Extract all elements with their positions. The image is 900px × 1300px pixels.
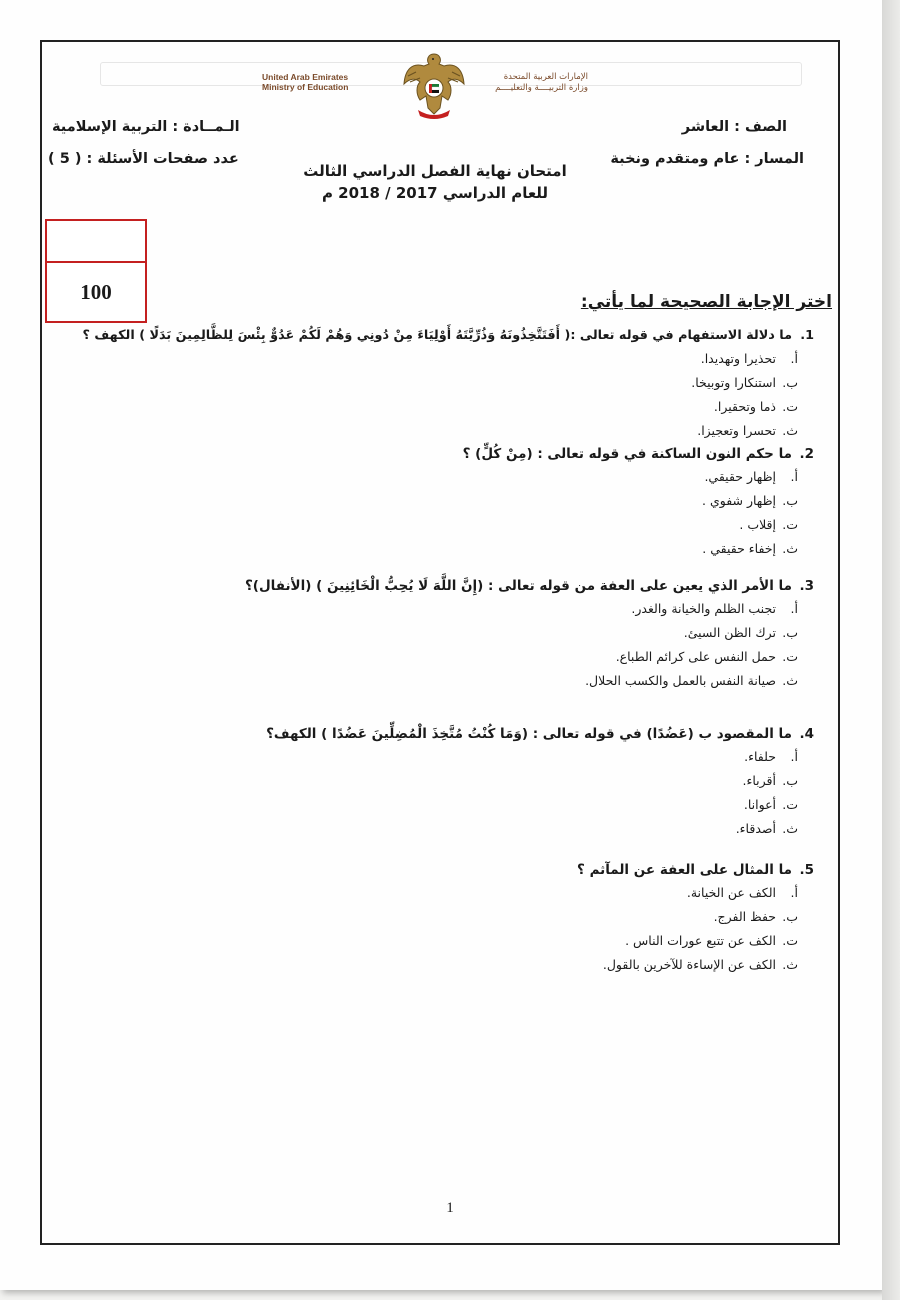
option-text: تجنب الظلم والخيانة والغدر.	[631, 601, 776, 616]
option-text: أصدقاء.	[735, 821, 776, 836]
option[interactable]	[74, 745, 798, 769]
question-3-options	[74, 597, 814, 693]
score-total: 100	[80, 280, 112, 304]
ministry-arabic	[488, 72, 588, 94]
option-mark: ت.	[782, 933, 798, 948]
question-4-text	[74, 723, 814, 745]
option[interactable]	[74, 769, 798, 793]
uae-emblem-icon	[402, 50, 466, 120]
option[interactable]	[74, 645, 798, 669]
option-mark: أ.	[790, 469, 798, 484]
question-2	[74, 443, 814, 561]
next-page-edge	[882, 0, 900, 1300]
option[interactable]	[74, 347, 798, 371]
question-5-text	[74, 859, 814, 881]
option-text: حمل النفس على كرائم الطباع.	[615, 649, 776, 664]
ministry-en-line2: Ministry of Education	[262, 82, 349, 92]
option-mark: ث.	[782, 541, 798, 556]
option-mark: ب.	[782, 493, 798, 508]
option-mark: أ.	[790, 601, 798, 616]
question-2-number: 2.	[799, 446, 814, 462]
option-text: حفظ الفرج.	[713, 909, 776, 924]
option[interactable]	[74, 465, 798, 489]
option-mark: ث.	[782, 423, 798, 438]
option[interactable]	[74, 881, 798, 905]
grade-label: الصف : العاشر	[681, 119, 787, 135]
question-1-stem: ما دلالة الاستفهام في قوله تعالى :( أَفَتَتَّخِذُونَهُ وَذُرِّيَّتَهُ أَوْلِيَاءَ مِنْ دُونِي وَهُمْ لَكُمْ عَدُوٌّ بِئْسَ لِلظَّالِمِينَ بَدَلًا ) الكهف ؟	[82, 328, 792, 343]
option[interactable]	[74, 817, 798, 841]
question-5	[74, 859, 814, 977]
option[interactable]	[74, 597, 798, 621]
score-obtained-box	[45, 219, 147, 263]
question-1	[74, 325, 814, 443]
question-3	[74, 575, 814, 693]
option-mark: ب.	[782, 909, 798, 924]
track-label: المسار : عام ومتقدم ونخبة	[610, 151, 804, 167]
exam-title: امتحان نهاية الفصل الدراسي الثالث	[303, 162, 567, 180]
question-5-number: 5.	[799, 862, 814, 878]
option[interactable]	[74, 953, 798, 977]
option-text: إظهار حقيقي.	[704, 469, 776, 484]
ministry-ar-line2: وزارة التربيــــة والتعليــــم	[495, 83, 588, 93]
question-4-number: 4.	[799, 726, 814, 742]
option[interactable]	[74, 669, 798, 693]
option-mark: ث.	[782, 957, 798, 972]
option-text: إخفاء حقيقي .	[702, 541, 776, 556]
option[interactable]	[74, 395, 798, 419]
page-count-label: عدد صفحات الأسئلة : ( 5 )	[48, 151, 239, 167]
option-text: الكف عن الخيانة.	[686, 885, 776, 900]
question-4	[74, 723, 814, 841]
option-mark: ث.	[782, 821, 798, 836]
option[interactable]	[74, 537, 798, 561]
ministry-en-line1: United Arab Emirates	[262, 72, 349, 82]
option-mark: ت.	[782, 649, 798, 664]
option[interactable]	[74, 929, 798, 953]
option-mark: ت.	[782, 797, 798, 812]
question-4-options	[74, 745, 814, 841]
option[interactable]	[74, 371, 798, 395]
subject-label: الـمــادة : التربية الإسلامية	[52, 119, 240, 135]
option-mark: ب.	[782, 773, 798, 788]
option-text: الكف عن تتبع عورات الناس .	[625, 933, 776, 948]
option-mark: أ.	[790, 885, 798, 900]
option-text: أعوانا.	[743, 797, 776, 812]
question-2-options	[74, 465, 814, 561]
option-text: ترك الظن السيئ.	[683, 625, 776, 640]
option-text: ذما وتحقيرا.	[713, 399, 776, 414]
question-4-stem: ما المقصود ب (عَضُدًا) في قوله تعالى : (وَمَا كُنْتُ مُتَّخِذَ الْمُضِلِّينَ عَضُدًا ) الكهف؟	[266, 726, 792, 742]
option[interactable]	[74, 793, 798, 817]
option[interactable]	[74, 513, 798, 537]
option-text: الكف عن الإساءة للآخرين بالقول.	[602, 957, 776, 972]
option-text: إظهار شفوي .	[702, 493, 776, 508]
option-mark: ت.	[782, 517, 798, 532]
option-text: تحذيرا وتهديدا.	[700, 351, 776, 366]
option-text: إقلاب .	[739, 517, 776, 532]
option-text: استنكارا وتوبيخا.	[691, 375, 776, 390]
option-mark: ب.	[782, 375, 798, 390]
academic-year: للعام الدراسي 2017 / 2018 م	[321, 184, 549, 202]
question-1-options	[74, 347, 814, 443]
option[interactable]	[74, 621, 798, 645]
questions-section	[74, 325, 814, 977]
instruction-heading: اختر الإجابة الصحيحة لما يأتي:	[580, 292, 832, 312]
option-text: صيانة النفس بالعمل والكسب الحلال.	[585, 673, 776, 688]
question-2-stem: ما حكم النون الساكنة في قوله تعالى : (مِنْ كُلٍّ) ؟	[462, 446, 792, 462]
option-text: أقرباء.	[742, 773, 776, 788]
option[interactable]	[74, 905, 798, 929]
option-mark: أ.	[790, 749, 798, 764]
question-5-options	[74, 881, 814, 977]
question-1-text	[74, 325, 814, 347]
question-3-text	[74, 575, 814, 597]
question-3-stem: ما الأمر الذي يعين على العفة من قوله تعالى : (إِنَّ اللَّهَ لَا يُحِبُّ الْخَائِنِينَ ) (الأنفال)؟	[244, 578, 792, 594]
option-text: تحسرا وتعجيزا.	[697, 423, 776, 438]
option-mark: أ.	[790, 351, 798, 366]
option[interactable]	[74, 419, 798, 443]
option-mark: ث.	[782, 673, 798, 688]
question-1-number: 1.	[800, 328, 814, 343]
question-3-number: 3.	[799, 578, 814, 594]
question-5-stem: ما المثال على العفة عن المآثم ؟	[577, 862, 792, 878]
ministry-english	[262, 72, 348, 92]
option-mark: ت.	[782, 399, 798, 414]
option-text: حلفاء.	[744, 749, 776, 764]
option-mark: ب.	[782, 625, 798, 640]
ministry-ar-line1: الإمارات العربية المتحدة	[503, 72, 588, 82]
question-2-text	[74, 443, 814, 465]
option[interactable]	[74, 489, 798, 513]
score-total-box	[45, 261, 147, 323]
page-number: 1	[446, 1200, 454, 1216]
